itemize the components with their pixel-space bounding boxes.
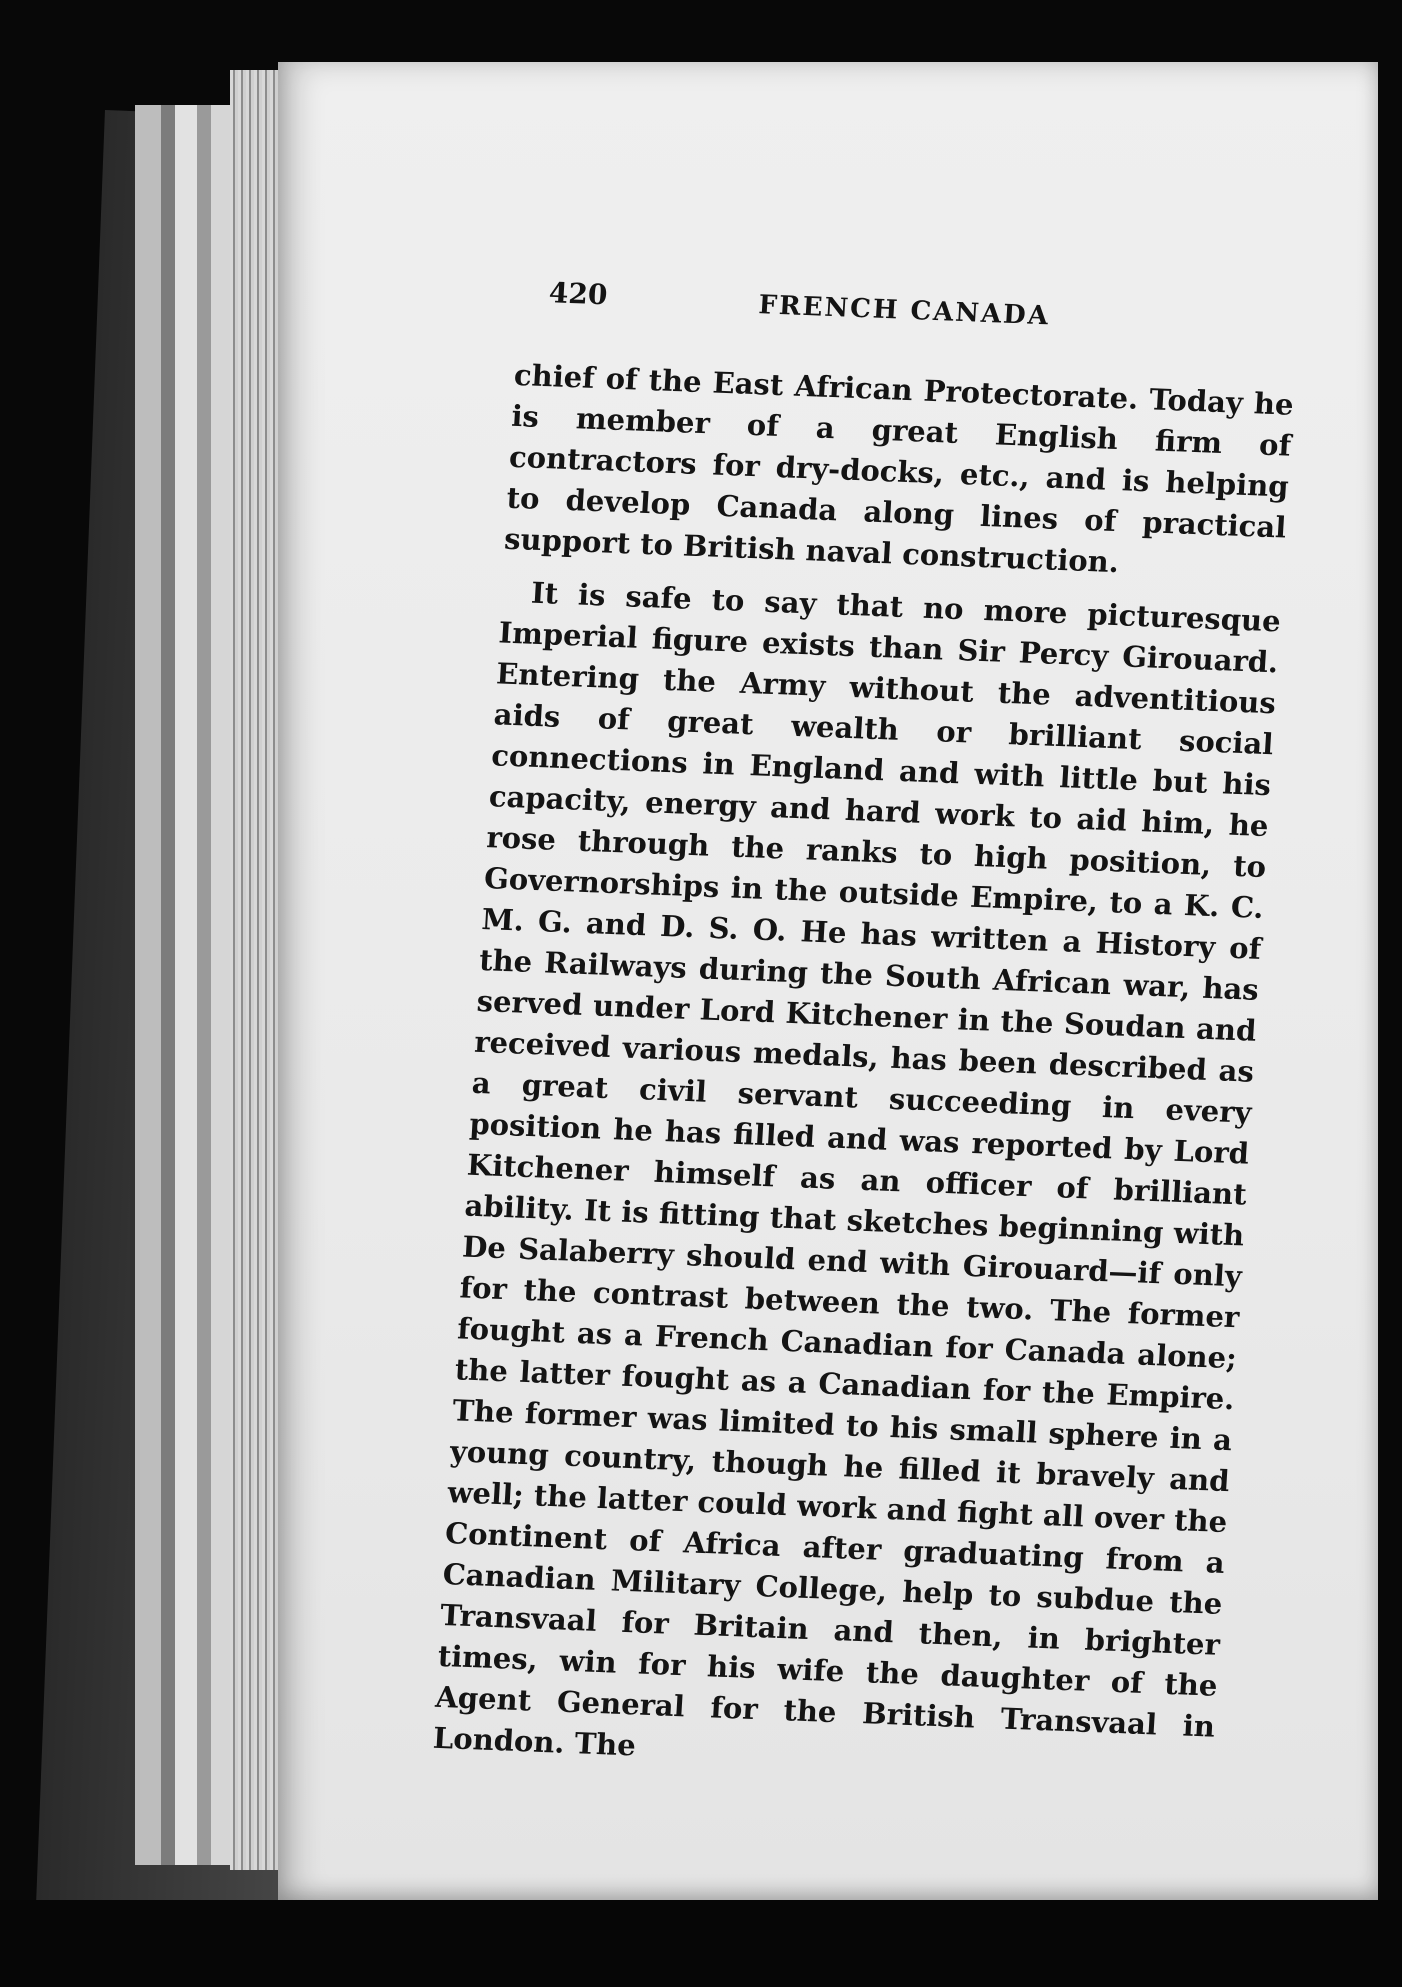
body-text [432,355,1295,1789]
running-head-title: FRENCH CANADA [757,290,1051,332]
page-number: 420 [548,276,609,312]
background-shadow [0,1900,1402,1987]
page-text-block [432,275,1300,1789]
paragraph-2: It is safe to say that no more picturesque Imperial figure exists than Sir Percy Girouard. Entering the Army without the adventitious aids of great wealth or brilliant social connections in England and with little but his capacity, energy and hard work to aid him, he rose through the ranks to high position, to Governorships in the outside Empire, to a K. C. M. G. and D. S. O. He has written a History of the Railways during the South African war, has served under Lord Kitchener in the Soudan and received various medals, has been described as a great civil servant succeeding in every position he has filled and was reported by Lord Kitchener himself as an officer of brilliant ability. It is fitting that sketches beginning with De Salaberry should end with Girouard—if only for the contrast between the two. The former fought as a French Canadian for Canada alone; the latter fought as a Canadian for the Empire. The former was limited to his small sphere in a young country, though he filled it bravely and well; the latter could work and fight all over the Continent of Africa after graduating from a Canadian Military College, help to subdue the Transvaal for Britain and then, in brighter times, win for his wife the daughter of the Agent General for the British Transvaal in London. The [432,575,1282,1763]
paragraph-1: chief of the East African Protectorate. Today he is member of a great English firm of contractors for dry-docks, etc., and is helping to develop Canada along lines of practical support to British naval construction. [503,357,1295,580]
